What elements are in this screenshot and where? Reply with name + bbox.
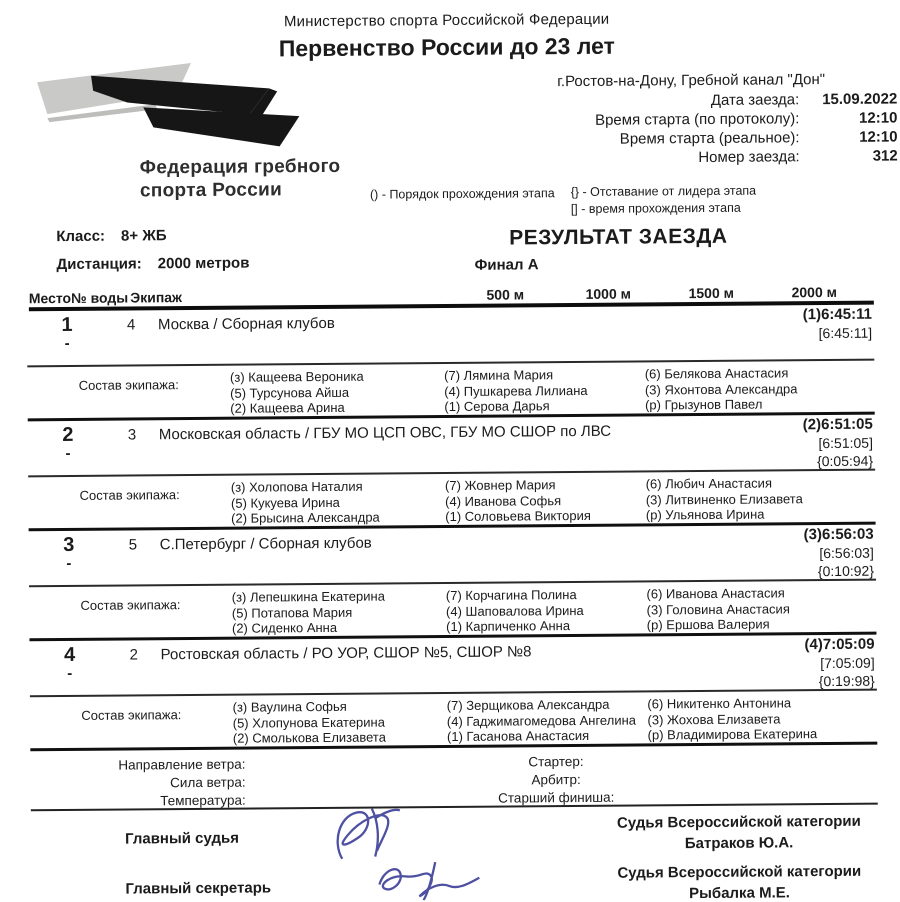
- result-entry-4: [29, 635, 877, 752]
- wind-strength-label: Сила ветра:: [170, 774, 246, 791]
- crew-row: [30, 689, 877, 752]
- chief-judge-category: Судья Всероссийской категории: [616, 812, 861, 832]
- legend-item: {} - Отставание от лидера этапа: [570, 183, 757, 200]
- race-block: [0, 219, 899, 290]
- crew-label: Состав экипажа:: [80, 597, 181, 613]
- crew-column-3: [646, 475, 876, 524]
- ministry-line: Министерство спорта Российской Федерации: [283, 10, 610, 31]
- legend-item: [] - время прохождения этапа: [570, 200, 741, 217]
- field-label: Время старта (реальное):: [619, 129, 800, 148]
- final-time: (3)6:56:03: [803, 525, 874, 544]
- field-label: Номер заезда:: [698, 148, 800, 167]
- lane-number: 5: [128, 536, 138, 554]
- secretary-signature-icon: [371, 856, 501, 901]
- chief-secretary-name: Рыбалка М.Е.: [689, 884, 790, 902]
- times-block: [804, 636, 874, 691]
- crew-member: (7) Жовнер Мария: [444, 477, 556, 494]
- finish-chief-label: Старший финиша:: [498, 789, 615, 806]
- team-name: Ростовская область / РО УОР, СШОР №5, СШОР №8: [160, 643, 532, 664]
- place-number: 2: [62, 423, 74, 447]
- lap-time: [6:56:03]: [819, 544, 874, 562]
- federation-name: Федерация гребного спорта России: [139, 155, 341, 202]
- crew-member: (з) Кащеева Вероника: [229, 368, 364, 385]
- class-label: Класс:: [56, 227, 106, 246]
- crew-member: (1) Соловьева Виктория: [445, 507, 591, 525]
- distance-value: 2000 метров: [157, 254, 250, 273]
- crew-label: Состав экипажа:: [78, 377, 179, 393]
- distance-line: [56, 255, 249, 274]
- gap-time: {0:10:92}: [817, 562, 875, 580]
- crew-member: (5) Потапова Мария: [231, 604, 353, 621]
- place-number: 3: [63, 533, 75, 557]
- place-dash: -: [64, 334, 70, 353]
- col-header-2000m: 2000 м: [791, 283, 838, 301]
- crew-row: [27, 359, 874, 422]
- result-entry-2: [28, 415, 876, 532]
- crew-member: (5) Турсунова Айша: [230, 384, 350, 401]
- place-cell: [49, 314, 85, 352]
- crew-member: (р) Ершова Валерия: [646, 616, 770, 633]
- col-header-1000m: 1000 м: [585, 285, 632, 302]
- crew-member: (2) Брысина Александра: [231, 509, 380, 526]
- crew-column-2: [447, 696, 648, 745]
- chief-judge-signature-block: [591, 811, 887, 855]
- officials-labels: [463, 752, 648, 805]
- chief-judge-name: Батраков Ю.А.: [684, 834, 794, 853]
- conditions-block: [30, 745, 877, 812]
- team-name: Москва / Сборная клубов: [157, 314, 335, 334]
- crew-member: (3) Жохова Елизавета: [647, 710, 781, 727]
- crew-member: (7) Лямина Мария: [444, 367, 554, 384]
- place-dash: -: [66, 554, 72, 573]
- event-title: Первенство России до 23 лет: [278, 32, 615, 62]
- final-label: Финал А: [474, 256, 539, 274]
- lane-number: 2: [129, 646, 139, 664]
- legend: [370, 181, 898, 219]
- field-value: 312: [872, 147, 898, 165]
- field-value: 15.09.2022: [822, 90, 898, 109]
- times-block: [803, 306, 872, 343]
- crew-member: (7) Зерщикова Александра: [446, 696, 610, 714]
- crew-column-3: [646, 585, 876, 634]
- field-label: Дата заезда:: [710, 91, 800, 109]
- place-dash: -: [65, 444, 71, 463]
- crew-member: (2) Смолькова Елизавета: [232, 729, 386, 746]
- field-race-number: [386, 146, 898, 169]
- crew-member: (2) Сиденко Анна: [231, 619, 338, 636]
- venue-line: г.Ростов-на-Дону, Гребной канал "Дон": [557, 71, 826, 91]
- team-name: Московская область / ГБУ МО ЦСП ОВС, ГБУ МО СШОР по ЛВС: [158, 422, 612, 444]
- crew-member: (р) Ульянова Ирина: [645, 506, 765, 523]
- lap-time: [7:05:09]: [820, 654, 875, 672]
- temperature-label: Температура:: [160, 792, 246, 809]
- crew-column-3: [647, 695, 877, 744]
- distance-label: Дистанция:: [56, 255, 142, 274]
- final-time: (1)6:45:11: [802, 305, 873, 324]
- crew-member: (р) Владимирова Екатерина: [647, 726, 818, 743]
- lane-number: 4: [126, 316, 136, 334]
- legend-right-column: [571, 183, 757, 218]
- federation-logo: [33, 58, 384, 204]
- crew-member: (6) Никитенко Антонина: [647, 695, 792, 712]
- crew-member: (4) Пушкарева Лилиана: [444, 382, 588, 399]
- chief-secretary-category: Судья Всероссийской категории: [617, 862, 862, 882]
- info-area: [0, 87, 898, 226]
- crew-label: Состав экипажа:: [81, 707, 182, 723]
- place-cell: [52, 644, 88, 682]
- crew-label: Состав экипажа:: [79, 487, 180, 503]
- crew-member: (1) Карпиченко Анна: [446, 618, 571, 635]
- crew-member: (1) Серова Дарья: [444, 398, 550, 415]
- header-spacer: [182, 303, 454, 305]
- times-block: [803, 416, 873, 471]
- result-entry-3: [29, 525, 877, 642]
- crew-member: (1) Гасанова Анастасия: [446, 727, 590, 745]
- arbiter-label: Арбитр:: [531, 771, 581, 788]
- place-number: 4: [63, 643, 76, 667]
- place-number: 1: [61, 313, 73, 337]
- result-entry-1: [27, 305, 875, 422]
- place-cell: [51, 534, 87, 572]
- crew-member: (р) Грызунов Павел: [644, 396, 763, 413]
- wind-direction-label: Направление ветра:: [118, 756, 246, 773]
- col-header-500m: 500 м: [486, 286, 525, 303]
- starter-label: Стартер:: [528, 753, 584, 770]
- crew-member: (5) Хлопунова Екатерина: [232, 714, 385, 731]
- result-title: РЕЗУЛЬТАТ ЗАЕЗДА: [509, 224, 728, 250]
- crew-member: (6) Иванова Анастасия: [646, 585, 785, 602]
- crew-member: (2) Кащеева Арина: [230, 399, 345, 416]
- col-header-crew: Экипаж: [130, 289, 183, 306]
- lane-number: 3: [127, 426, 137, 444]
- col-header-1500m: 1500 м: [688, 284, 735, 302]
- field-label: Время старта (по протоколу):: [594, 110, 800, 129]
- field-value: 12:10: [859, 128, 898, 146]
- class-value: 8+ ЖБ: [120, 227, 167, 245]
- place-cell: [50, 424, 86, 462]
- crew-column-2: [445, 476, 646, 525]
- crew-member: (4) Иванова Софья: [445, 492, 562, 509]
- place-row: [29, 635, 876, 696]
- gap-time: {0:19:98}: [818, 672, 875, 690]
- rowing-federation-logo-icon: [33, 58, 306, 152]
- crew-member: (4) Гаджимагомедова Ангелина: [446, 712, 637, 729]
- crew-member: (3) Литвиненко Елизавета: [645, 490, 803, 507]
- crew-column-1: [232, 588, 447, 637]
- signatures-block: [31, 805, 879, 902]
- chief-secretary-label: Главный секретарь: [125, 879, 272, 898]
- times-block: [804, 526, 874, 581]
- final-time: (2)6:51:05: [802, 415, 873, 434]
- crew-column-3: [645, 365, 875, 414]
- gap-time: {0:05:94}: [816, 452, 874, 470]
- crew-column-1: [231, 478, 446, 527]
- crew-member: (з) Лепешкина Екатерина: [231, 588, 385, 605]
- class-line: [56, 227, 166, 245]
- weather-labels: [30, 756, 245, 810]
- lap-time: [6:45:11]: [818, 324, 873, 342]
- crew-column-1: [230, 368, 445, 417]
- lap-time: [6:51:05]: [818, 434, 874, 452]
- crew-member: (з) Холопова Наталия: [230, 478, 363, 495]
- crew-member: (3) Яхонтова Александра: [644, 380, 798, 397]
- legend-item: () - Порядок прохождения этапа: [369, 186, 555, 202]
- place-row: [28, 415, 875, 476]
- crew-column-2: [446, 586, 647, 635]
- team-name: С.Петербург / Сборная клубов: [159, 534, 372, 554]
- crew-member: (7) Корчагина Полина: [445, 587, 577, 604]
- crew-row: [29, 579, 876, 642]
- race-info-fields: [385, 87, 898, 169]
- crew-member: (6) Любич Анастасия: [645, 475, 773, 492]
- crew-member: (4) Шаповалова Ирина: [445, 602, 584, 619]
- crew-member: (3) Головина Анастасия: [646, 600, 790, 617]
- col-header-lane: № воды: [71, 289, 129, 306]
- place-row: [27, 305, 874, 366]
- crew-row: [28, 469, 875, 532]
- chief-secretary-signature-block: [591, 861, 887, 902]
- final-time: (4)7:05:09: [804, 635, 875, 654]
- col-header-place: Место: [28, 289, 72, 307]
- crew-member: (5) Кукуева Ирина: [230, 494, 340, 511]
- crew-member: (6) Белякова Анастасия: [644, 365, 789, 382]
- crew-column-2: [444, 366, 645, 415]
- place-dash: -: [67, 664, 73, 683]
- crew-member: (з) Ваулина Софья: [232, 698, 347, 715]
- field-value: 12:10: [858, 109, 898, 127]
- chief-judge-label: Главный судья: [124, 829, 240, 848]
- place-row: [29, 525, 876, 586]
- crew-column-1: [233, 698, 448, 747]
